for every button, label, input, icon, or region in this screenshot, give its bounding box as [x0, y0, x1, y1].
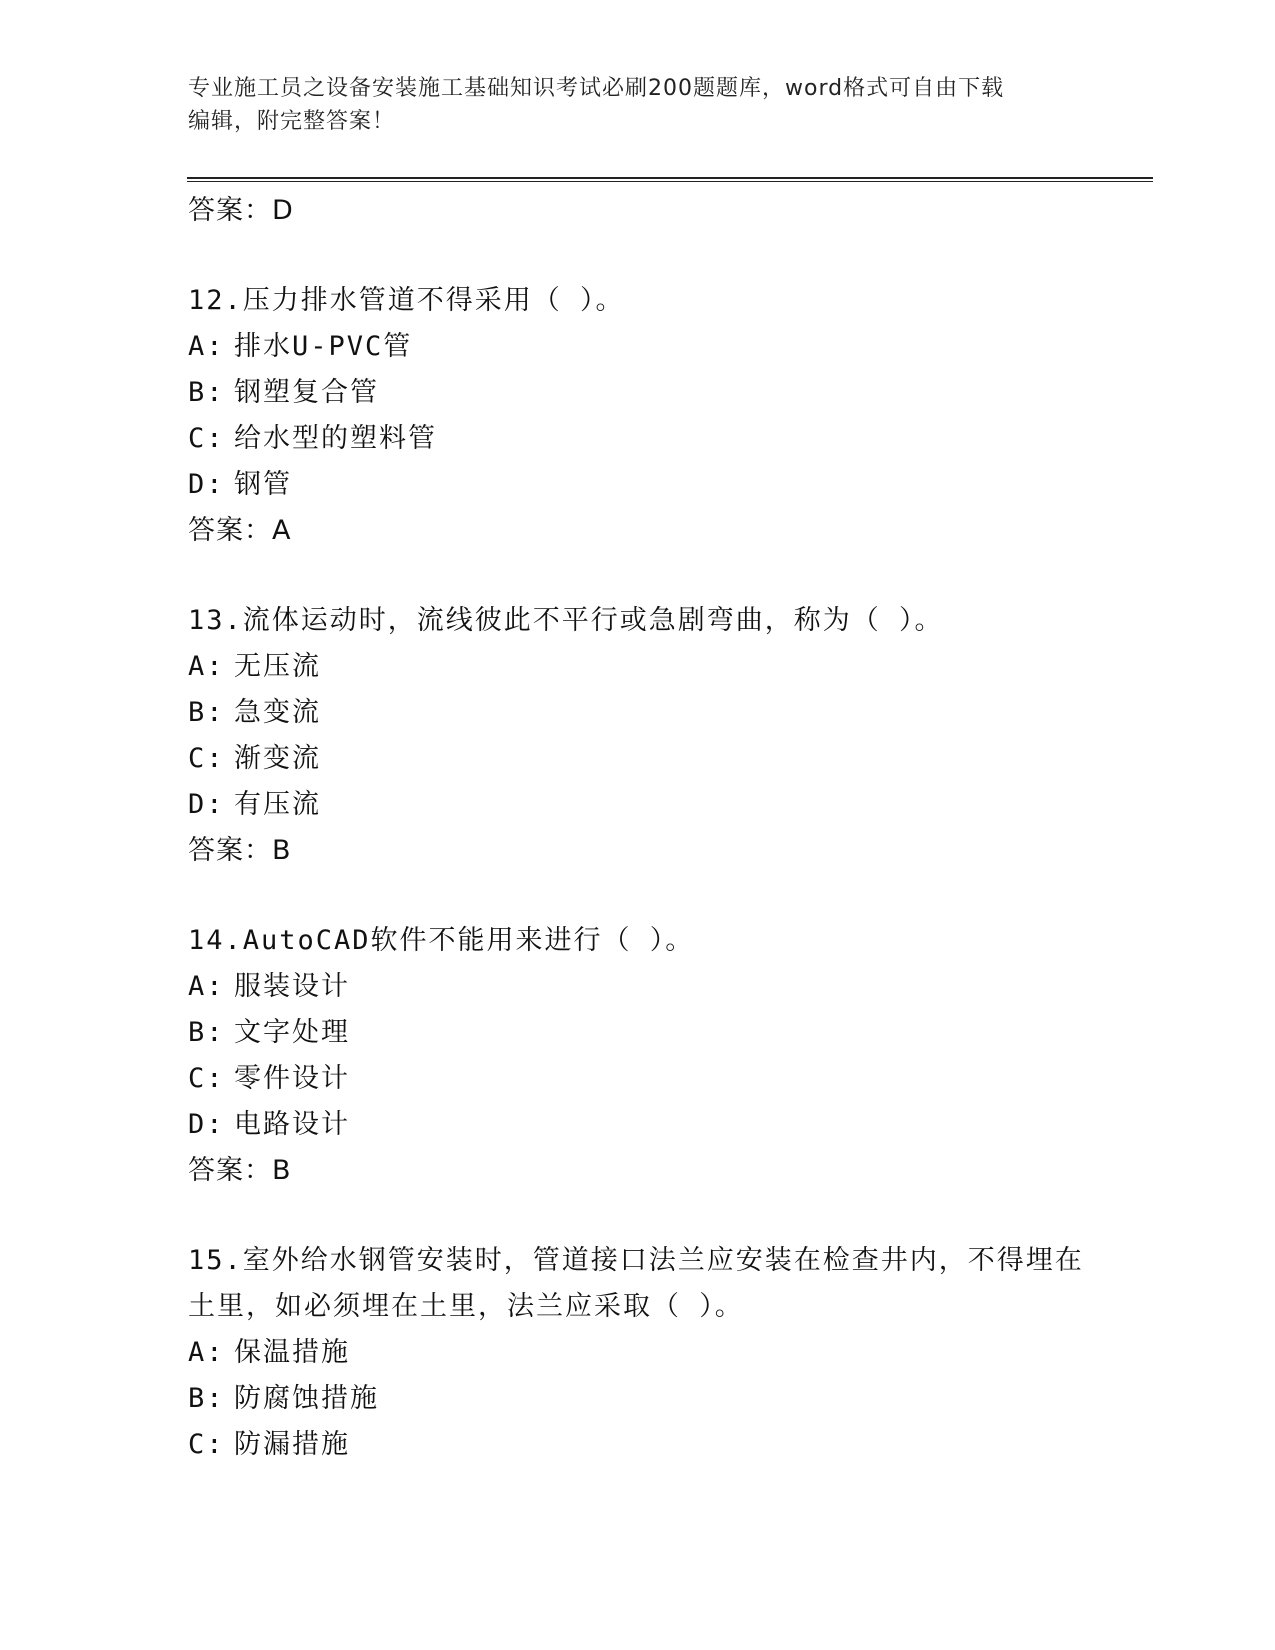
- answer-line: 答案：B: [188, 1155, 292, 1186]
- option-d: [188, 462, 1088, 508]
- option-letter: A:: [188, 651, 225, 682]
- answer-line: 答案：D: [188, 195, 294, 226]
- header-divider-thick: [187, 177, 1153, 179]
- option-a: [188, 1330, 1088, 1376]
- option-text: 防腐蚀措施: [234, 1383, 379, 1414]
- question-block: [188, 918, 1088, 1194]
- option-a: [188, 324, 1088, 370]
- header-title-line2: 编辑，附完整答案！: [188, 109, 396, 134]
- option-c: [188, 1056, 1088, 1102]
- option-letter: C:: [188, 743, 225, 774]
- header-title-line1: 专业施工员之设备安装施工基础知识考试必刷200题题库，word格式可自由下载: [188, 76, 1005, 101]
- option-b: [188, 1010, 1088, 1056]
- option-text: 无压流: [234, 651, 321, 682]
- option-letter: C:: [188, 1063, 225, 1094]
- spacer: [188, 1194, 1088, 1238]
- spacer: [188, 874, 1088, 918]
- question-block: [188, 278, 1088, 554]
- option-d: [188, 1102, 1088, 1148]
- option-text: 有压流: [234, 789, 321, 820]
- spacer: [188, 554, 1088, 598]
- option-letter: A:: [188, 1337, 225, 1368]
- option-text: 保温措施: [234, 1337, 350, 1368]
- answer-line: 答案：B: [188, 835, 292, 866]
- option-letter: C:: [188, 423, 225, 454]
- question-stem-continued: 土里，如必须埋在土里，法兰应采取（ ）。: [188, 1291, 744, 1322]
- page-header: [188, 72, 1088, 138]
- option-b: [188, 370, 1088, 416]
- option-text: 服装设计: [234, 971, 350, 1002]
- option-text: 急变流: [234, 697, 321, 728]
- option-b: [188, 1376, 1088, 1422]
- option-text: 零件设计: [234, 1063, 350, 1094]
- question-stem: 14.AutoCAD软件不能用来进行（ ）。: [188, 925, 695, 956]
- answer-line: 答案：A: [188, 515, 292, 546]
- header-divider-thin: [187, 181, 1153, 182]
- option-text: 钢塑复合管: [234, 377, 379, 408]
- option-letter: B:: [188, 697, 225, 728]
- spacer: [188, 234, 1088, 278]
- option-letter: A:: [188, 331, 225, 362]
- option-letter: D:: [188, 1109, 225, 1140]
- option-text: 钢管: [234, 469, 292, 500]
- question-list: [188, 188, 1088, 1468]
- option-c: [188, 736, 1088, 782]
- question-block: [188, 1238, 1088, 1468]
- option-text: 排水U-PVC管: [234, 331, 413, 362]
- option-text: 电路设计: [234, 1109, 350, 1140]
- question-block: [188, 598, 1088, 874]
- option-letter: A:: [188, 971, 225, 1002]
- option-letter: B:: [188, 377, 225, 408]
- option-d: [188, 782, 1088, 828]
- option-letter: B:: [188, 1383, 225, 1414]
- option-a: [188, 964, 1088, 1010]
- option-letter: C:: [188, 1429, 225, 1460]
- option-c: [188, 1422, 1088, 1468]
- option-b: [188, 690, 1088, 736]
- option-text: 渐变流: [234, 743, 321, 774]
- option-c: [188, 416, 1088, 462]
- option-letter: D:: [188, 469, 225, 500]
- option-letter: D:: [188, 789, 225, 820]
- option-text: 给水型的塑料管: [234, 423, 437, 454]
- question-stem: 13.流体运动时，流线彼此不平行或急剧弯曲，称为（ ）。: [188, 605, 944, 636]
- question-stem: 15.室外给水钢管安装时，管道接口法兰应安装在检查井内，不得埋在: [188, 1245, 1084, 1276]
- option-a: [188, 644, 1088, 690]
- option-text: 文字处理: [234, 1017, 350, 1048]
- option-text: 防漏措施: [234, 1429, 350, 1460]
- option-letter: B:: [188, 1017, 225, 1048]
- question-stem: 12.压力排水管道不得采用（ ）。: [188, 285, 625, 316]
